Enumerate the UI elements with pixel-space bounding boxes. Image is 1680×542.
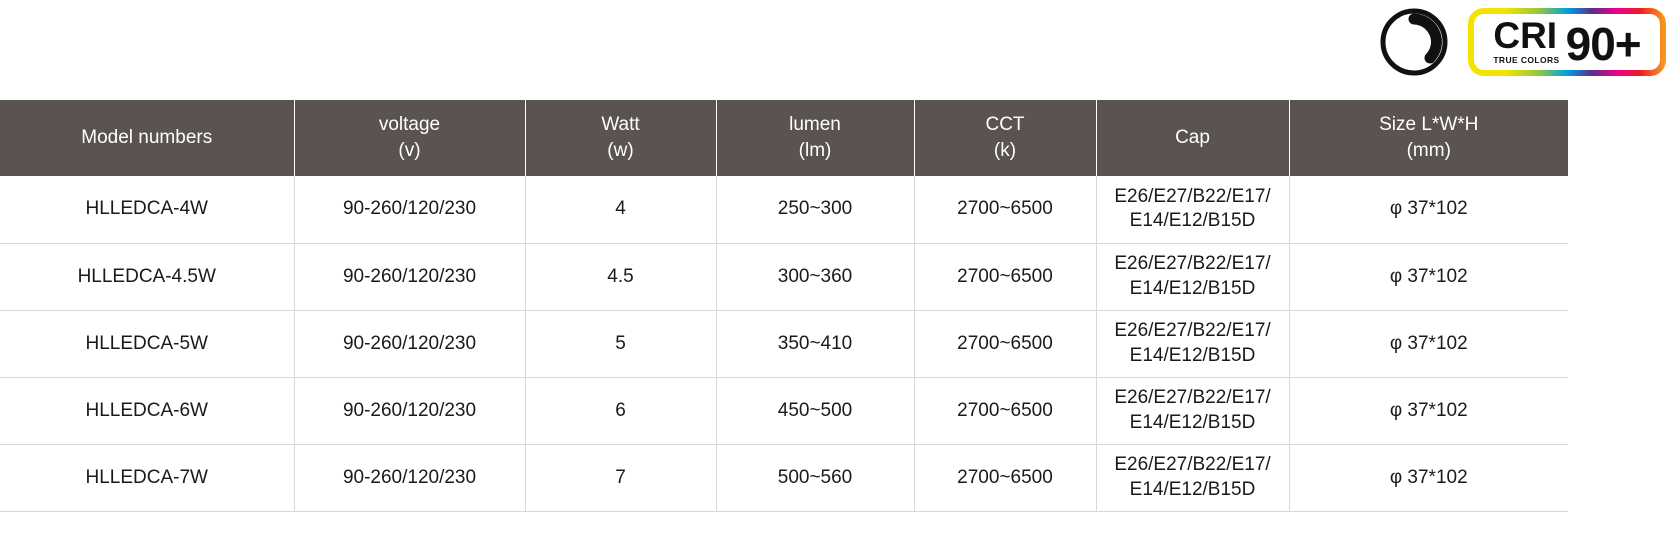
column-label: Model numbers <box>81 127 213 149</box>
cap-line-1: E26/E27/B22/E17/ <box>1114 319 1271 341</box>
cell-watt: 5 <box>525 310 716 377</box>
column-header-cct <box>914 100 1096 176</box>
badge-group <box>1378 6 1666 78</box>
cri-value: 90+ <box>1565 18 1641 71</box>
column-label: voltage <box>378 114 441 136</box>
cap-line-2: E14/E12/B15D <box>1129 210 1256 232</box>
table-row <box>0 310 1568 377</box>
cri-badge <box>1468 8 1666 76</box>
cell-cap <box>1096 377 1289 444</box>
cell-model: HLLEDCA-5W <box>0 310 294 377</box>
cell-lumen: 250~300 <box>716 176 914 243</box>
cell-size: φ 37*102 <box>1289 176 1568 243</box>
cri-subtitle: TRUE COLORS <box>1493 54 1560 65</box>
spec-table-wrap <box>0 100 1568 512</box>
table-row <box>0 377 1568 444</box>
column-label: Watt <box>601 114 640 136</box>
column-unit: (w) <box>607 140 634 161</box>
column-header-model <box>0 100 294 176</box>
cell-cct: 2700~6500 <box>914 377 1096 444</box>
cell-lumen: 450~500 <box>716 377 914 444</box>
cap-line-2: E14/E12/B15D <box>1129 411 1256 433</box>
column-label: lumen <box>789 114 841 136</box>
column-label: Cap <box>1175 127 1210 149</box>
column-unit: (k) <box>993 140 1017 161</box>
cap-line-1: E26/E27/B22/E17/ <box>1114 386 1271 408</box>
column-unit: (lm) <box>798 140 832 161</box>
cell-cct: 2700~6500 <box>914 444 1096 511</box>
cap-line-2: E14/E12/B15D <box>1129 344 1256 366</box>
cell-model: HLLEDCA-4W <box>0 176 294 243</box>
cap-line-1: E26/E27/B22/E17/ <box>1114 453 1271 475</box>
cell-cap <box>1096 176 1289 243</box>
column-header-cap <box>1096 100 1289 176</box>
cell-voltage: 90-260/120/230 <box>294 444 525 511</box>
cell-size: φ 37*102 <box>1289 243 1568 310</box>
cap-line-2: E14/E12/B15D <box>1129 478 1256 500</box>
cell-model: HLLEDCA-6W <box>0 377 294 444</box>
cell-cap <box>1096 243 1289 310</box>
cell-cap <box>1096 444 1289 511</box>
cell-lumen: 500~560 <box>716 444 914 511</box>
cell-size: φ 37*102 <box>1289 444 1568 511</box>
cell-watt: 4.5 <box>525 243 716 310</box>
column-unit: (v) <box>398 140 421 161</box>
cell-size: φ 37*102 <box>1289 310 1568 377</box>
cell-lumen: 350~410 <box>716 310 914 377</box>
spec-table <box>0 100 1568 512</box>
table-header-row <box>0 100 1568 176</box>
column-header-watt <box>525 100 716 176</box>
cell-watt: 6 <box>525 377 716 444</box>
table-row <box>0 176 1568 243</box>
cell-lumen: 300~360 <box>716 243 914 310</box>
cell-watt: 7 <box>525 444 716 511</box>
table-row <box>0 444 1568 511</box>
cell-voltage: 90-260/120/230 <box>294 243 525 310</box>
cap-line-2: E14/E12/B15D <box>1129 277 1256 299</box>
cell-cct: 2700~6500 <box>914 310 1096 377</box>
cell-model: HLLEDCA-4.5W <box>0 243 294 310</box>
cell-voltage: 90-260/120/230 <box>294 176 525 243</box>
cell-voltage: 90-260/120/230 <box>294 377 525 444</box>
ring-arc-icon <box>1378 6 1450 78</box>
table-row <box>0 243 1568 310</box>
column-label: CCT <box>985 114 1025 136</box>
cell-size: φ 37*102 <box>1289 377 1568 444</box>
cell-model: HLLEDCA-7W <box>0 444 294 511</box>
column-header-lumen <box>716 100 914 176</box>
cap-line-1: E26/E27/B22/E17/ <box>1114 252 1271 274</box>
column-header-voltage <box>294 100 525 176</box>
cell-cct: 2700~6500 <box>914 176 1096 243</box>
cri-word: CRI <box>1493 14 1558 56</box>
cell-cct: 2700~6500 <box>914 243 1096 310</box>
column-header-size <box>1289 100 1568 176</box>
column-label: Size L*W*H <box>1379 114 1479 136</box>
cell-cap <box>1096 310 1289 377</box>
column-unit: (mm) <box>1406 140 1451 161</box>
cell-watt: 4 <box>525 176 716 243</box>
cell-voltage: 90-260/120/230 <box>294 310 525 377</box>
cap-line-1: E26/E27/B22/E17/ <box>1114 185 1271 207</box>
